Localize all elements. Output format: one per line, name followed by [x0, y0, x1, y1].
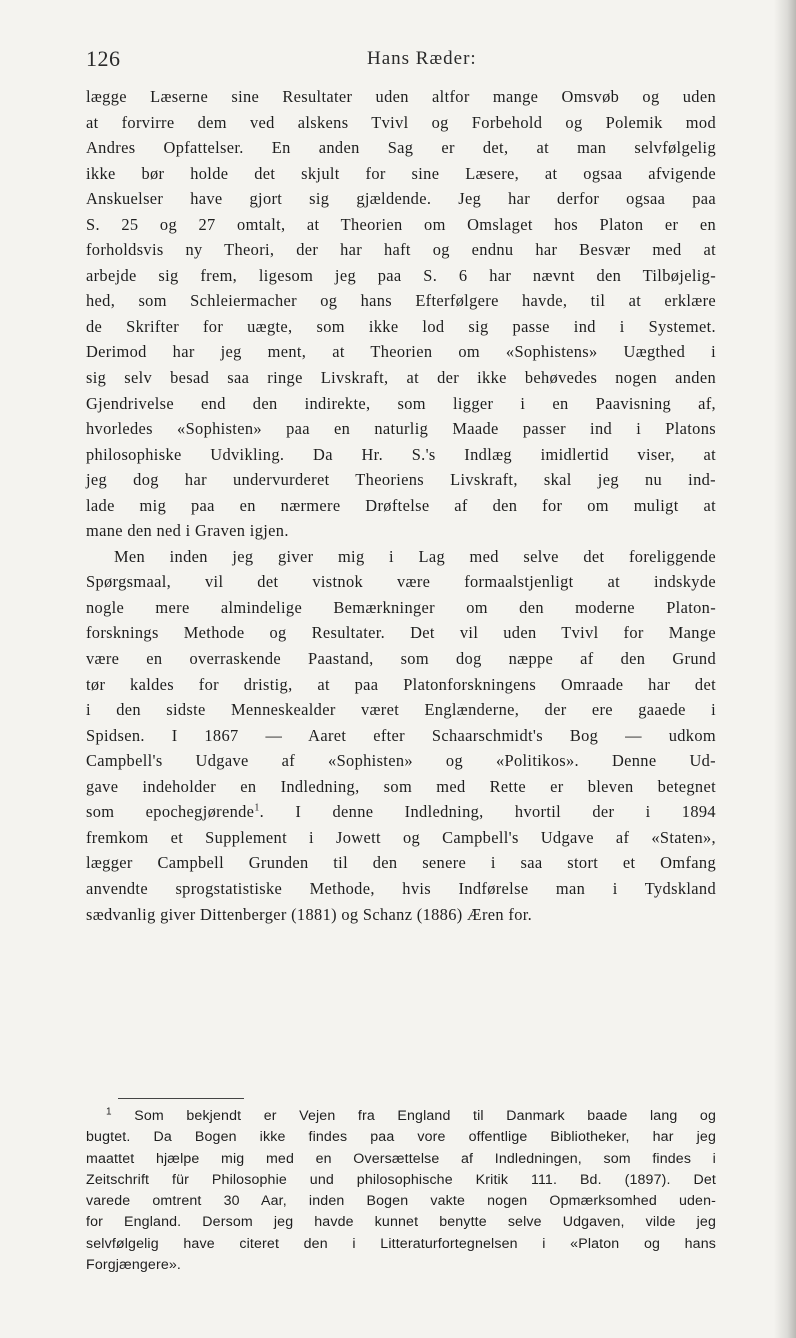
- text-line: lægger Campbell Grunden til den senere i saa stort et Omfang: [86, 853, 716, 873]
- footnote-line: selvfølgelig have citeret den i Litteraturfortegnelsen i «Platon og hans: [86, 1235, 716, 1252]
- text-line: hed, som Schleiermacher og hans Efterfølgere havde, til at erklære: [86, 291, 716, 311]
- text-line: Gjendrivelse end den indirekte, som ligger i en Paavisning af,: [86, 393, 716, 413]
- footnote-line: for England. Dersom jeg havde kunnet benytte selve Udgaven, vilde jeg: [86, 1214, 716, 1231]
- text-line: Spørgsmaal, vil det vistnok være formaalstjenligt at indskyde: [86, 572, 716, 592]
- text-line: jeg dog har undervurderet Theoriens Livskraft, skal jeg nu ind-: [86, 470, 716, 490]
- text-line: ikke bør holde det skjult for sine Læsere, at ogsaa afvigende: [86, 163, 716, 183]
- page-edge-shadow: [774, 0, 796, 1338]
- text-line: Anskuelser have gjort sig gjældende. Jeg har derfor ogsaa paa: [86, 189, 716, 209]
- text-line: sædvanlig giver Dittenberger (1881) og Schanz (1886) Æren for.: [86, 904, 533, 924]
- text-line: mane den ned i Graven igjen.: [86, 521, 289, 541]
- text-line: anvendte sprogstatistiske Methode, hvis Indførelse man i Tydskland: [86, 878, 716, 898]
- footnote: [86, 1106, 716, 1276]
- page-header: [0, 46, 796, 76]
- text-line: S. 25 og 27 omtalt, at Theorien om Omslaget hos Platon er en: [86, 214, 716, 234]
- text-line-with-footnote-ref: [86, 799, 716, 825]
- text-line: gave indeholder en Indledning, som med Rette er bleven betegnet: [86, 776, 716, 796]
- text-line: være en overraskende Paastand, som dog næppe af den Grund: [86, 649, 716, 669]
- running-head: Hans Ræder:: [367, 48, 477, 69]
- text-line: lade mig paa en nærmere Drøftelse af den for om muligt at: [86, 495, 716, 515]
- footnote-marker: 1: [106, 1106, 112, 1118]
- footnote-line-text: Som bekjendt er Vejen fra England til Danmark baade lang og: [134, 1108, 717, 1124]
- footnote-reference[interactable]: 1: [254, 802, 260, 814]
- text-line: Campbell's Udgave af «Sophisten» og «Politikos». Denne Ud-: [86, 751, 716, 771]
- text-line: i den sidste Menneskealder været Englænderne, der ere gaaede i: [86, 700, 716, 720]
- text-line: Spidsen. I 1867 — Aaret efter Schaarschmidt's Bog — udkom: [86, 725, 716, 745]
- footnote-line: bugtet. Da Bogen ikke findes paa vore offentlige Bibliotheker, har jeg: [86, 1129, 716, 1146]
- footnote-divider: [118, 1098, 244, 1099]
- footnote-line: Zeitschrift für Philosophie und philosophische Kritik 111. Bd. (1897). Det: [86, 1171, 716, 1188]
- text-line: Men inden jeg giver mig i Lag med selve det foreliggende: [114, 546, 716, 566]
- text-line: nogle mere almindelige Bemærkninger om den moderne Platon-: [86, 597, 716, 617]
- footnote-line: Forgjængere».: [86, 1257, 182, 1274]
- text-line: philosophiske Udvikling. Da Hr. S.'s Indlæg imidlertid viser, at: [86, 444, 716, 464]
- text-line: sig selv besad saa ringe Livskraft, at der ikke behøvedes nogen anden: [86, 368, 716, 388]
- footnote-line: maattet hjælpe mig med en Oversættelse af Indledningen, som findes i: [86, 1150, 716, 1167]
- text-line: forholdsvis ny Theori, der har haft og endnu har Besvær med at: [86, 240, 716, 260]
- text-line: Andres Opfattelser. En anden Sag er det, at man selvfølgelig: [86, 138, 716, 158]
- text-line: hvorledes «Sophisten» paa en naturlig Maade passer ind i Platons: [86, 419, 716, 439]
- main-text: [86, 84, 716, 927]
- text-line: de Skrifter for uægte, som ikke lod sig passe ind i Systemet.: [86, 316, 716, 336]
- footnote-line: [86, 1106, 716, 1127]
- text-line: forsknings Methode og Resultater. Det vil uden Tvivl for Mange: [86, 623, 716, 643]
- text-line: arbejde sig frem, ligesom jeg paa S. 6 har nævnt den Tilbøjelig-: [86, 265, 716, 285]
- text-line: at forvirre dem ved alskens Tvivl og Forbehold og Polemik mod: [86, 112, 716, 132]
- text-line: fremkom et Supplement i Jowett og Campbell's Udgave af «Staten»,: [86, 827, 716, 847]
- text-line: lægge Læserne sine Resultater uden altfor mange Omsvøb og uden: [86, 87, 716, 106]
- text-line: tør kaldes for dristig, at paa Platonforskningens Omraade har det: [86, 674, 716, 694]
- footnote-line: varede omtrent 30 Aar, inden Bogen vakte nogen Opmærksomhed uden-: [86, 1193, 716, 1210]
- line-start: som epochegjørende: [86, 802, 255, 822]
- page-number: 126: [86, 46, 121, 71]
- line-end: . I denne Indledning, hvortil der i 1894: [259, 802, 716, 822]
- text-line: Derimod har jeg ment, at Theorien om «Sophistens» Uægthed i: [86, 342, 716, 362]
